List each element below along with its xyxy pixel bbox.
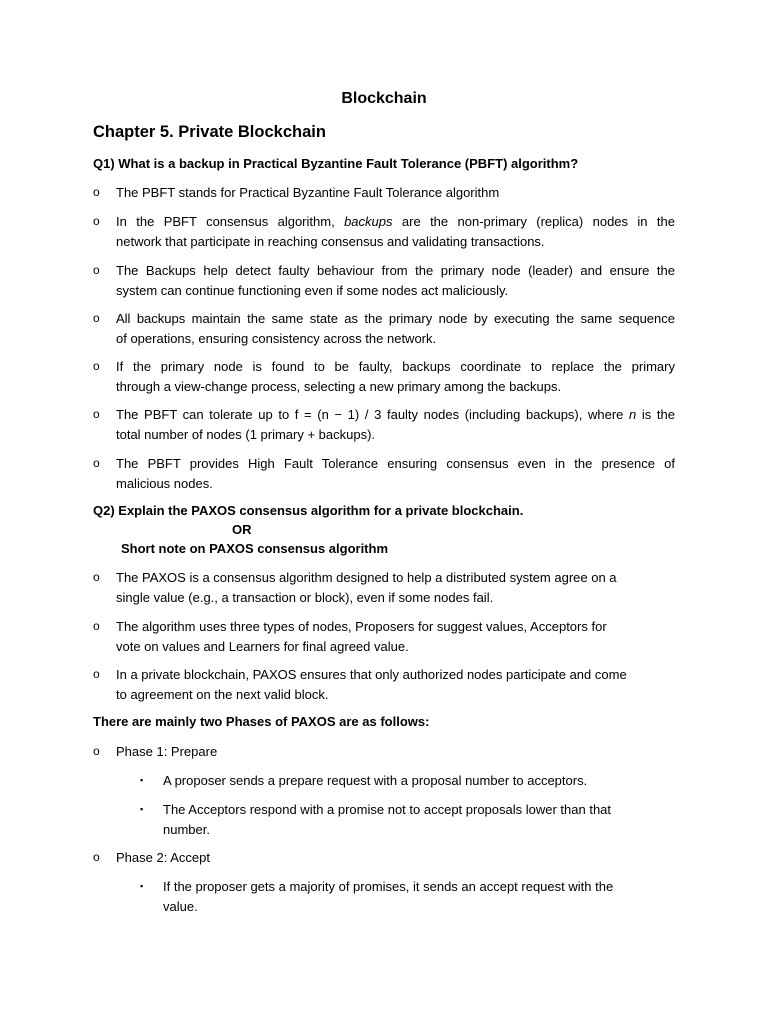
document-title: Blockchain <box>341 90 427 107</box>
phase-1-step-2: The Acceptors respond with a promise not to accept proposals lower than that number. <box>163 802 612 837</box>
bullet-marker: o <box>93 263 100 277</box>
q1-item-6: The PBFT can tolerate up to f = (n − 1) / 3 faulty nodes (including backups), where n is the total number of nodes (1 primary + backups). <box>116 407 676 442</box>
bullet-marker: o <box>93 311 100 325</box>
q1-item-1: The PBFT stands for Practical Byzantine Fault Tolerance algorithm <box>116 185 500 200</box>
bullet-marker: o <box>93 456 100 470</box>
bullet-marker: o <box>93 667 100 681</box>
sub-bullet-marker: ▪ <box>140 775 144 785</box>
q1-item-7: The PBFT provides High Fault Tolerance ensuring consensus even in the presence of malicious nodes. <box>116 456 675 491</box>
q1-item-5: If the primary node is found to be faulty, backups coordinate to replace the primary through a view-change process, selecting a new primary among the backups. <box>116 359 675 394</box>
or-separator: OR <box>232 522 252 537</box>
phases-heading: There are mainly two Phases of PAXOS are as follows: <box>93 714 430 729</box>
sub-bullet-marker: ▪ <box>140 804 144 814</box>
q2-item-3: In a private blockchain, PAXOS ensures that only authorized nodes participate and come to agreement on the next valid block. <box>116 667 627 702</box>
q2-item-2: The algorithm uses three types of nodes, Proposers for suggest values, Acceptors for vote on values and Learners for final agreed value. <box>116 619 607 654</box>
q1-item-2: In the PBFT consensus algorithm, backups are the non-primary (replica) nodes in the network that participate in reaching consensus and validating transactions. <box>116 214 675 249</box>
bullet-marker: o <box>93 214 100 228</box>
bullet-marker: o <box>93 570 100 584</box>
q1-item-3: The Backups help detect faulty behaviour from the primary node (leader) and ensure the system can continue functioning even if some nodes act maliciously. <box>116 263 675 298</box>
bullet-marker: o <box>93 619 100 633</box>
question-2-subheading: Short note on PAXOS consensus algorithm <box>121 541 389 556</box>
phase-1-label: Phase 1: Prepare <box>116 744 218 759</box>
bullet-marker: o <box>93 407 100 421</box>
bullet-marker: o <box>93 359 100 373</box>
chapter-heading: Chapter 5. Private Blockchain <box>93 123 326 141</box>
question-1-heading: Q1) What is a backup in Practical Byzantine Fault Tolerance (PBFT) algorithm? <box>93 156 579 171</box>
bullet-marker: o <box>93 850 100 864</box>
bullet-marker: o <box>93 744 100 758</box>
question-2-heading: Q2) Explain the PAXOS consensus algorithm for a private blockchain. <box>93 503 524 518</box>
sub-bullet-marker: ▪ <box>140 881 144 891</box>
phase-2-step-1: If the proposer gets a majority of promises, it sends an accept request with the value. <box>163 879 614 914</box>
q2-item-1: The PAXOS is a consensus algorithm designed to help a distributed system agree on a single value (e.g., a transaction or block), even if some nodes fail. <box>116 570 617 605</box>
q1-item-4: All backups maintain the same state as the primary node by executing the same sequence of operations, ensuring consistency across the network. <box>116 311 675 346</box>
phase-2-label: Phase 2: Accept <box>116 850 210 865</box>
phase-1-step-1: A proposer sends a prepare request with a proposal number to acceptors. <box>163 773 588 788</box>
bullet-marker: o <box>93 185 100 199</box>
